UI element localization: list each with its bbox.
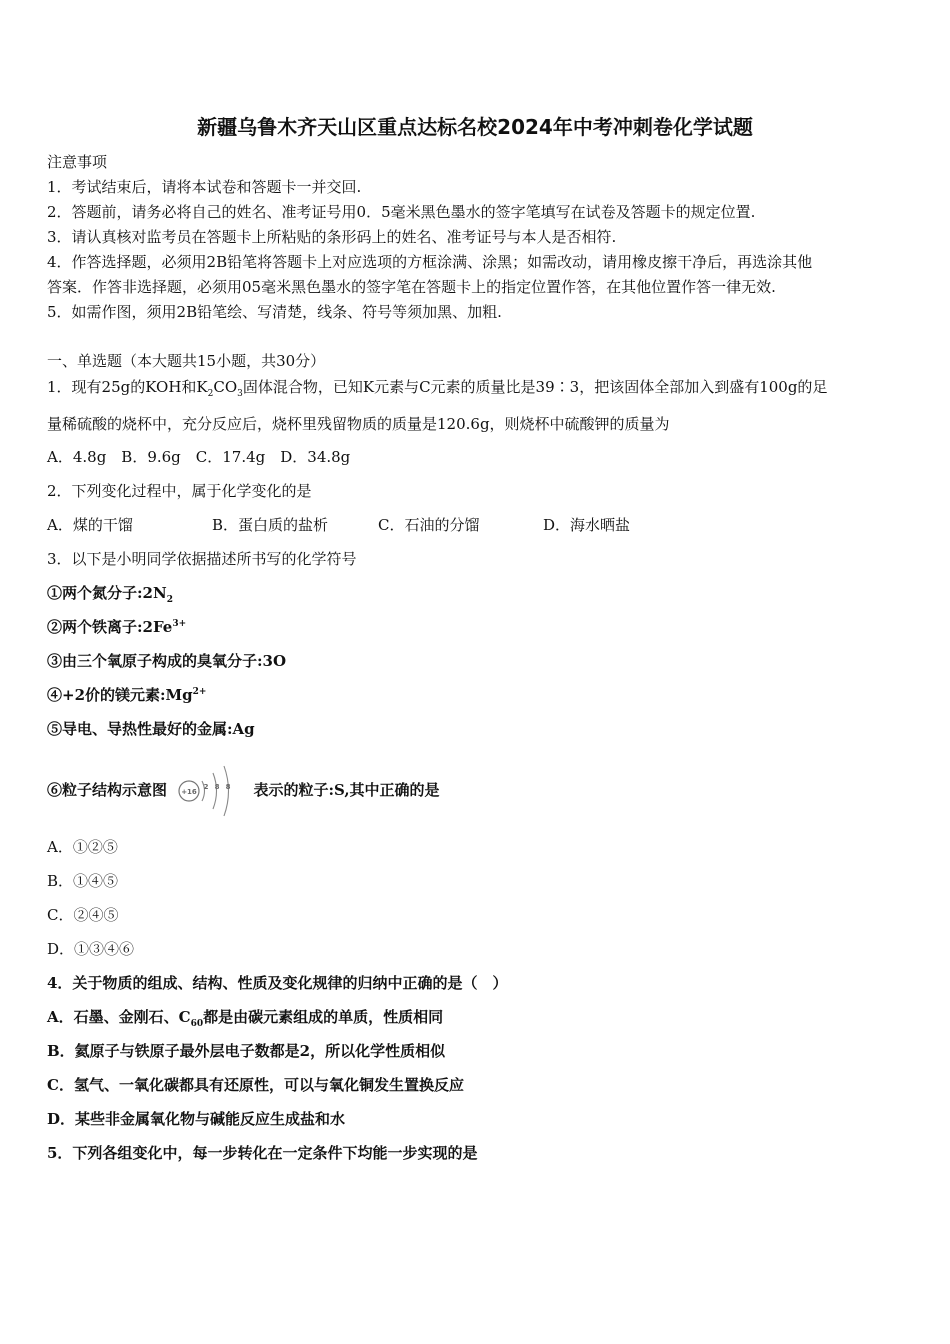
q4-option-d: D．某些非金属氧化物与碱能反应生成盐和水 [47,1110,346,1128]
note-item: 3．请认真核对监考员在答题卡上所粘贴的条形码上的姓名、准考证号与本人是否相符. [47,228,617,246]
q5-stem: 5．下列各组变化中，每一步转化在一定条件下均能一步实现的是 [47,1144,478,1162]
q3-statement-1: ①两个氮分子$:2N_2$ [47,584,173,605]
q2-option-b: B．蛋白质的盐析 [212,516,329,534]
q3-statement-3: ③由三个氧原子构成的臭氧分子:3O [47,652,287,670]
q3-statement-4: ④+2价的镁元素$:Mg^{2+}$ [47,686,207,704]
page-title: 新疆乌鲁木齐天山区重点达标名校2024年中考冲刺卷化学试题 [197,115,753,139]
note-item: 5．如需作图，须用2B铅笔绘、写清楚，线条、符号等须加黑、加粗. [47,303,502,321]
note-item: 1．考试结束后，请将本试卷和答题卡一并交回. [47,178,362,196]
q1-stem-line1: 1．现有25g的KOH和$K_2CO_3$固体混合物，已知K元素与C元素的质量比是39∶3，把该固体全部加入到盛有100g的足 [47,378,828,399]
q4-option-a: A．石墨、金刚石、$C_{60}$都是由碳元素组成的单质，性质相同 [47,1008,444,1029]
electron-shell-arc [213,773,217,809]
q4-option-b: B．氦原子与铁原子最外层电子数都是2，所以化学性质相似 [47,1042,446,1060]
q2-stem: 2．下列变化过程中，属于化学变化的是 [47,482,312,500]
shell-electron-count: 2 [203,783,209,791]
q2-option-a: A．煤的干馏 [47,516,133,534]
q4-option-c: C．氢气、一氧化碳都具有还原性，可以与氧化铜发生置换反应 [47,1076,464,1094]
q3-option-d: D．①③④⑥ [47,940,135,958]
shell-electron-count: 8 [214,783,220,791]
shell-electron-count: 8 [225,783,231,791]
q3-statement-6: ⑥粒子结构示意图 +16 2 8 8 表示的粒子:S,其中正确的是 [47,762,440,819]
q2-option-d: D．海水晒盐 [543,516,631,534]
sulfur-ion-structure-diagram [178,763,242,819]
q2-option-c: C．石油的分馏 [378,516,480,534]
q3-option-a: A．①②⑤ [47,838,118,856]
note-item: 2．答题前，请务必将自己的姓名、准考证号用0．5毫米黑色墨水的签字笔填写在试卷及答题卡的规定位置. [47,203,756,221]
q3-statement-2: ②两个铁离子$:2Fe^{3+}$ [47,618,187,636]
electron-shell-arc [224,766,229,816]
nucleus-charge: +16 [181,788,198,796]
q3-option-b: B．①④⑤ [47,872,119,890]
q3-option-c: C．②④⑤ [47,906,119,924]
section-heading: 一、单选题（本大题共15小题，共30分） [47,352,326,370]
q3-stem: 3．以下是小明同学依据描述所书写的化学符号 [47,550,357,568]
q1-stem-line2: 量稀硫酸的烧杯中，充分反应后，烧杯里残留物质的质量是120.6g，则烧杯中硫酸钾的质量为 [47,415,670,433]
q4-stem: 4．关于物质的组成、结构、性质及变化规律的归纳中正确的是（ ） [47,974,508,992]
note-item: 4．作答选择题，必须用2B铅笔将答题卡上对应选项的方框涂满、涂黑；如需改动，请用橡皮擦干净后，再选涂其他 [47,253,813,271]
note-item: 答案．作答非选择题，必须用05毫米黑色墨水的签字笔在答题卡上的指定位置作答，在其他位置作答一律无效. [47,278,776,296]
notes-heading: 注意事项 [47,153,108,171]
q3-statement-5: ⑤导电、导热性最好的金属:Ag [47,720,255,738]
q1-options: A．4.8g B．9.6g C．17.4g D．34.8g [47,448,351,466]
